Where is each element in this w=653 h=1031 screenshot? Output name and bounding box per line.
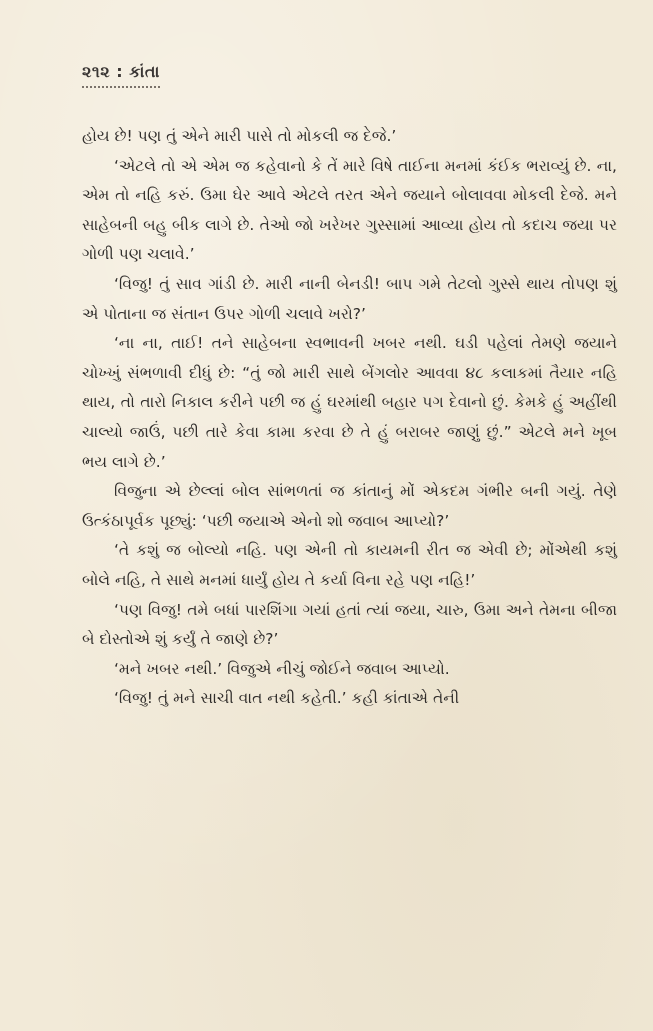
paragraph: હોય છે! પણ તું એને મારી પાસે તો મોકલી જ દેજે.’ (82, 127, 397, 145)
paragraph: વિજુના એ છેલ્લાં બોલ સાંભળતાં જ કાંતાનું મોં એકદમ ગંભીર બની ગયું. તેણે ઉત્કંઠાપૂર્વક પૂછ્યું: ‘પછી જયાએ એનો શો જવાબ આપ્યો?’ (82, 482, 617, 530)
paragraph: ‘તે કશું જ બોલ્યો નહિ. પણ એની તો કાયમની રીત જ એવી છે; મોંએથી કશું બોલે નહિ, તે સાથે મનમાં ધાર્યું હોય તે કર્યા વિના રહે પણ નહિ!’ (82, 541, 617, 589)
paragraph: ‘એટલે તો એ એમ જ કહેવાનો કે તેં મારે વિષે તાઈના મનમાં કંઈક ભરાવ્યું છે. ના, એમ તો નહિ કરું. ઉમા ઘેર આવે એટલે તરત એને જયાને બોલાવવા મોકલી દેજે. મને સાહેબની બહુ બીક લાગે છે. તેઓ જો ખરેખર ગુસ્સામાં આવ્યા હોય તો કદાચ જયા પર ગોળી પણ ચલાવે.’ (82, 156, 617, 264)
paragraph: ‘વિજુ! તું સાવ ગાંડી છે. મારી નાની બેનડી! બાપ ગમે તેટલો ગુસ્સે થાય તોપણ શું એ પોતાના જ સંતાન ઉપર ગોળી ચલાવે ખરો?’ (82, 274, 617, 323)
paragraph: ‘ના ના, તાઈ! તને સાહેબના સ્વભાવની ખબર નથી. ઘડી પહેલાં તેમણે જયાને ચોખ્ખું સંભળાવી દીધું છે: “તું જો મારી સાથે બેંગલોર આવવા ૪૮ કલાકમાં તૈયાર નહિ થાય, તો તારો નિકાલ કરીને પછી જ હું ઘરમાંથી બહાર પગ દેવાનો છું. કેમકે હું અહીંથી ચાલ્યો જાઉં, પછી તારે કેવા કામા કરવા છે તે હું બરાબર જાણું છું.” એટલે મને ખૂબ ભય લાગે છે.’ (82, 334, 617, 471)
paragraph: ‘મને ખબર નથી.’ વિજુએ નીચું જોઈને જવાબ આપ્યો. (114, 659, 450, 678)
paragraph: ‘વિજુ! તું મને સાચી વાત નથી કહેતી.’ કહી કાંતાએ તેની (114, 689, 460, 708)
page-body (82, 122, 617, 714)
paragraph: ‘પણ વિજુ! તમે બધાં પારશિંગા ગયાં હતાં ત્યાં જયા, ચારુ, ઉમા અને તેમના બીજા બે દોસ્તોએ શું કર્યું તે જાણે છે?’ (82, 600, 617, 649)
page-header: ૨૧૨ : કાંતા (82, 62, 160, 88)
